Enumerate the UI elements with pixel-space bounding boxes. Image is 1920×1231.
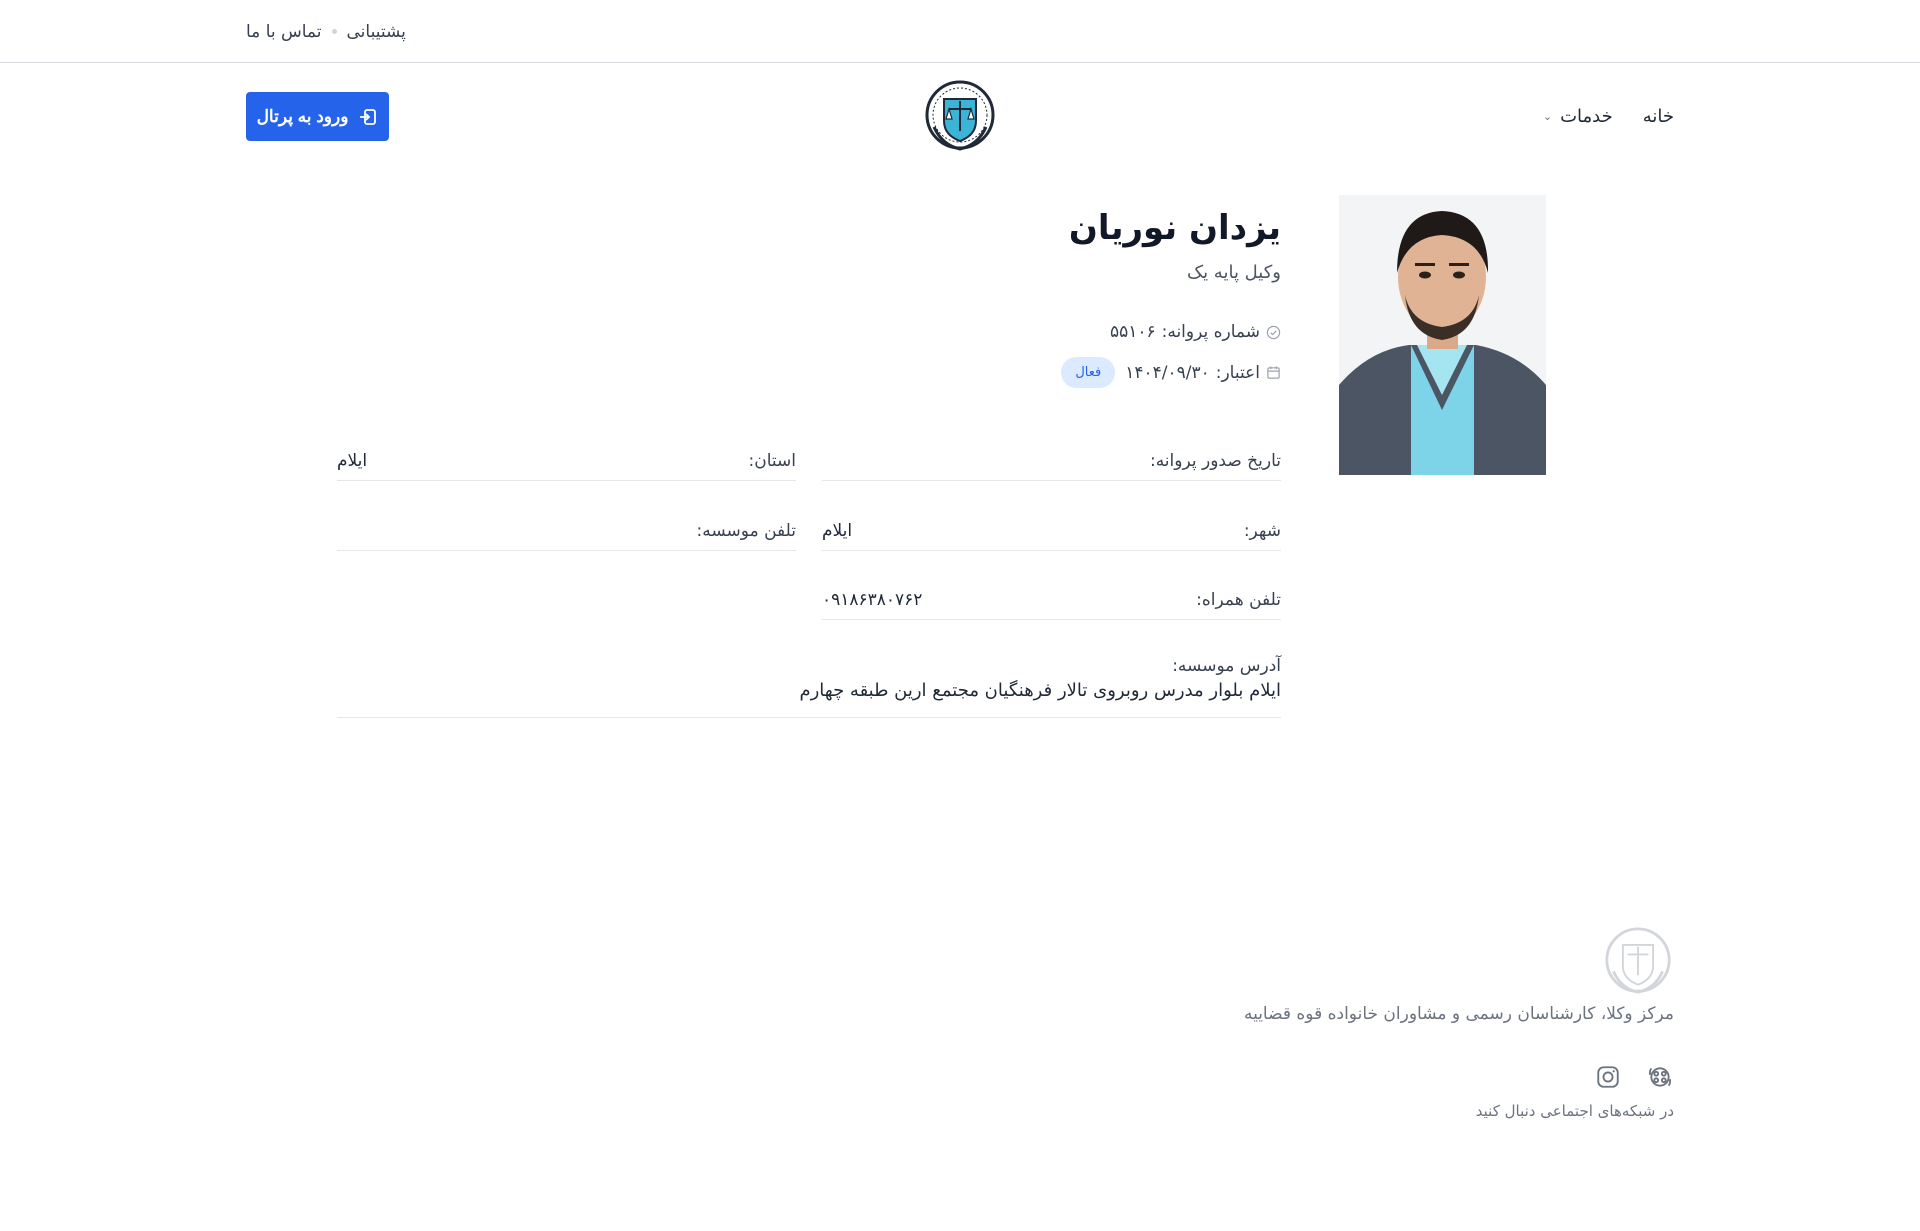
footer-logo [1604,926,1672,996]
contact-link[interactable]: تماس با ما [246,21,322,42]
support-link[interactable]: پشتیبانی [346,21,406,42]
province-value: ایلام [337,450,368,471]
lawyer-name: یزدان نوریان [1068,208,1281,248]
site-header [0,63,1920,169]
city-value: ایلام [822,520,853,541]
chevron-down-icon: ⌄ [1542,109,1553,123]
validity-date: ۱۴۰۴/۰۹/۳۰ [1125,362,1210,383]
issue-date-field [822,441,1281,481]
address-value: ایلام بلوار مدرس روبروی تالار فرهنگیان مجتمع ارین طبقه چهارم [799,680,1281,701]
city-field [822,511,1281,551]
lawyer-photo [1339,195,1546,475]
check-circle-icon [1266,325,1281,340]
license-number: ۵۵۱۰۶ [1109,322,1156,342]
office-phone-label: تلفن موسسه: [696,520,796,541]
instagram-icon[interactable] [1595,1064,1621,1090]
judiciary-logo[interactable] [924,79,996,153]
city-label: شهر: [1243,520,1281,541]
mobile-label: تلفن همراه: [1196,589,1281,610]
validity-label: اعتبار: [1215,362,1260,383]
mobile-value[interactable]: ۰۹۱۸۶۳۸۰۷۶۲ [822,589,923,610]
nav-services[interactable] [1543,106,1613,127]
province-field [337,441,796,481]
address-field [337,656,1281,718]
nav-services-label: خدمات [1560,105,1613,127]
province-label: استان: [748,450,796,471]
issue-date-label: تاریخ صدور پروانه: [1149,450,1281,471]
main-nav [1543,63,1674,169]
lawyer-rank: وکیل پایه یک [1186,262,1281,283]
license-label: شماره پروانه: [1161,322,1260,342]
status-badge: فعال [1061,357,1115,388]
portal-login-button[interactable] [246,92,389,141]
separator-dot [332,29,337,34]
top-bar [0,0,1920,63]
mobile-field [822,580,1281,620]
footer-title: مرکز وکلا، کارشناسان رسمی و مشاوران خانواده قوه قضاییه [1243,1004,1674,1024]
calendar-icon [1266,365,1281,380]
office-phone-field [337,511,796,551]
validity-row [1061,357,1281,388]
social-links [1595,1064,1673,1090]
license-row [1110,322,1281,342]
address-label: آدرس موسسه: [1172,656,1281,676]
footer-follow-text: در شبکه‌های اجتماعی دنبال کنید [1475,1102,1674,1120]
portal-login-label: ورود به پرتال [256,106,349,126]
aparat-icon[interactable] [1647,1064,1673,1090]
nav-home-label: خانه [1642,105,1674,127]
nav-home[interactable] [1643,106,1674,127]
login-icon [358,107,378,127]
top-links [246,0,406,63]
